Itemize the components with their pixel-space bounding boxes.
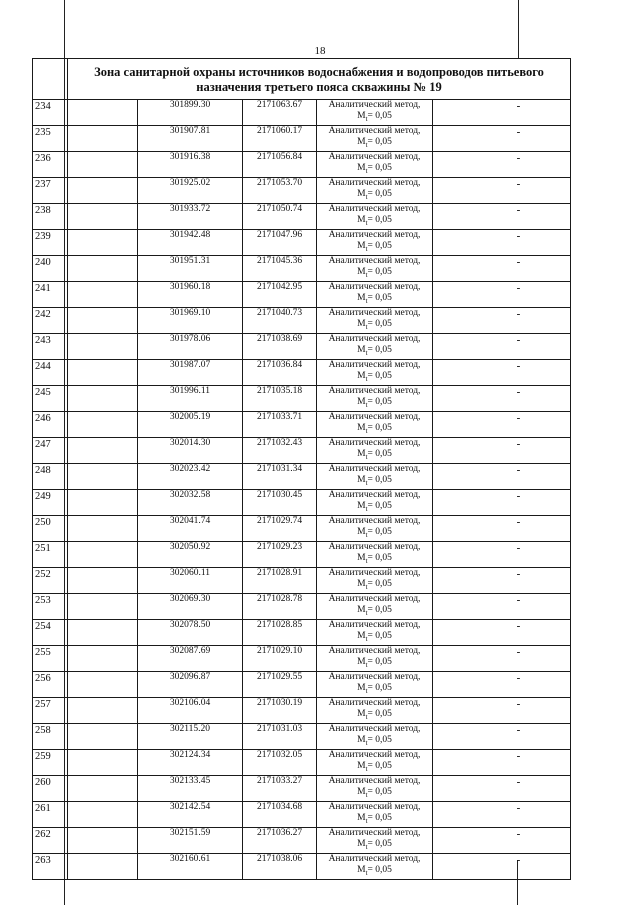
method-name: Аналитический метод, xyxy=(328,724,421,734)
method-cell xyxy=(317,334,433,360)
method-accuracy: $M_t= 0,05$ xyxy=(357,604,392,617)
method-accuracy: $M_t= 0,05$ xyxy=(357,682,392,695)
table-row-244 xyxy=(33,360,571,386)
table-title-line-2: назначения третьего пояса скважины № 19 xyxy=(196,80,442,94)
method-cell xyxy=(317,568,433,594)
method-cell xyxy=(317,698,433,724)
error-cell: - xyxy=(433,750,571,776)
method-name: Аналитический метод, xyxy=(328,360,421,370)
table-row-242 xyxy=(33,308,571,334)
empty-cell xyxy=(68,386,138,412)
method-cell xyxy=(317,594,433,620)
method-name: Аналитический метод, xyxy=(328,620,421,630)
table-header-row xyxy=(33,59,571,100)
error-cell: - xyxy=(433,438,571,464)
point-number-cell: 240 xyxy=(33,256,68,282)
method-accuracy: $M_t= 0,05$ xyxy=(357,188,392,201)
table-row-253 xyxy=(33,594,571,620)
method-name: Аналитический метод, xyxy=(328,490,421,500)
point-number-cell: 246 xyxy=(33,412,68,438)
error-cell: - xyxy=(433,360,571,386)
point-number-cell: 237 xyxy=(33,178,68,204)
x-coordinate-cell: 302124.34 xyxy=(138,750,243,776)
y-coordinate-cell: 2171032.05 xyxy=(243,750,317,776)
x-coordinate-cell: 302151.59 xyxy=(138,828,243,854)
method-accuracy: $M_t= 0,05$ xyxy=(357,786,392,799)
table-title xyxy=(68,59,571,100)
empty-cell xyxy=(68,568,138,594)
x-coordinate-cell: 302115.20 xyxy=(138,724,243,750)
error-cell: - xyxy=(433,334,571,360)
x-coordinate-cell: 302032.58 xyxy=(138,490,243,516)
y-coordinate-cell: 2171036.84 xyxy=(243,360,317,386)
method-name: Аналитический метод, xyxy=(328,386,421,396)
method-cell xyxy=(317,360,433,386)
error-cell: - xyxy=(433,126,571,152)
method-cell xyxy=(317,828,433,854)
table-row-251 xyxy=(33,542,571,568)
table-row-237 xyxy=(33,178,571,204)
empty-cell xyxy=(68,412,138,438)
method-accuracy: $M_t= 0,05$ xyxy=(357,812,392,825)
empty-cell xyxy=(68,854,138,880)
method-cell xyxy=(317,230,433,256)
method-cell xyxy=(317,802,433,828)
point-number-cell: 251 xyxy=(33,542,68,568)
y-coordinate-cell: 2171029.55 xyxy=(243,672,317,698)
method-cell xyxy=(317,854,433,880)
x-coordinate-cell: 302087.69 xyxy=(138,646,243,672)
empty-cell xyxy=(68,698,138,724)
point-number-cell: 257 xyxy=(33,698,68,724)
point-number-cell: 250 xyxy=(33,516,68,542)
table-row-241 xyxy=(33,282,571,308)
x-coordinate-cell: 302005.19 xyxy=(138,412,243,438)
method-accuracy: $M_t= 0,05$ xyxy=(357,162,392,175)
y-coordinate-cell: 2171038.06 xyxy=(243,854,317,880)
table-row-256 xyxy=(33,672,571,698)
error-cell: - xyxy=(433,672,571,698)
empty-cell xyxy=(68,516,138,542)
method-accuracy: $M_t= 0,05$ xyxy=(357,396,392,409)
error-cell: - xyxy=(433,386,571,412)
table-row-248 xyxy=(33,464,571,490)
x-coordinate-cell: 301951.31 xyxy=(138,256,243,282)
method-accuracy: $M_t= 0,05$ xyxy=(357,864,392,877)
empty-cell xyxy=(68,308,138,334)
method-name: Аналитический метод, xyxy=(328,646,421,656)
method-name: Аналитический метод, xyxy=(328,412,421,422)
x-coordinate-cell: 302106.04 xyxy=(138,698,243,724)
error-cell: - xyxy=(433,776,571,802)
point-number-cell: 242 xyxy=(33,308,68,334)
method-name: Аналитический метод, xyxy=(328,256,421,266)
y-coordinate-cell: 2171050.74 xyxy=(243,204,317,230)
method-accuracy: $M_t= 0,05$ xyxy=(357,526,392,539)
y-coordinate-cell: 2171060.17 xyxy=(243,126,317,152)
method-cell xyxy=(317,126,433,152)
method-name: Аналитический метод, xyxy=(328,464,421,474)
method-name: Аналитический метод, xyxy=(328,854,421,864)
method-accuracy: $M_t= 0,05$ xyxy=(357,292,392,305)
method-cell xyxy=(317,386,433,412)
method-cell xyxy=(317,542,433,568)
empty-cell xyxy=(68,672,138,698)
y-coordinate-cell: 2171031.34 xyxy=(243,464,317,490)
method-accuracy: $M_t= 0,05$ xyxy=(357,318,392,331)
point-number-cell: 255 xyxy=(33,646,68,672)
y-coordinate-cell: 2171036.27 xyxy=(243,828,317,854)
x-coordinate-cell: 301907.81 xyxy=(138,126,243,152)
y-coordinate-cell: 2171042.95 xyxy=(243,282,317,308)
point-number-cell: 245 xyxy=(33,386,68,412)
empty-cell xyxy=(68,204,138,230)
error-cell: - xyxy=(433,178,571,204)
error-cell: - xyxy=(433,646,571,672)
method-accuracy: $M_t= 0,05$ xyxy=(357,552,392,565)
y-coordinate-cell: 2171029.23 xyxy=(243,542,317,568)
point-number-cell: 256 xyxy=(33,672,68,698)
method-name: Аналитический метод, xyxy=(328,438,421,448)
point-number-cell: 244 xyxy=(33,360,68,386)
empty-cell xyxy=(68,256,138,282)
method-accuracy: $M_t= 0,05$ xyxy=(357,136,392,149)
point-number-cell: 261 xyxy=(33,802,68,828)
method-cell xyxy=(317,750,433,776)
point-number-cell: 260 xyxy=(33,776,68,802)
method-cell xyxy=(317,282,433,308)
error-cell: - xyxy=(433,620,571,646)
x-coordinate-cell: 301916.38 xyxy=(138,152,243,178)
method-name: Аналитический метод, xyxy=(328,126,421,136)
error-cell: - xyxy=(433,698,571,724)
x-coordinate-cell: 301978.06 xyxy=(138,334,243,360)
method-accuracy: $M_t= 0,05$ xyxy=(357,734,392,747)
error-cell: - xyxy=(433,802,571,828)
page-number: 18 xyxy=(314,45,326,57)
method-name: Аналитический метод, xyxy=(328,334,421,344)
empty-cell xyxy=(68,724,138,750)
x-coordinate-cell: 301960.18 xyxy=(138,282,243,308)
table-row-236 xyxy=(33,152,571,178)
empty-cell xyxy=(68,620,138,646)
x-coordinate-cell: 301996.11 xyxy=(138,386,243,412)
empty-cell xyxy=(68,126,138,152)
point-number-cell: 254 xyxy=(33,620,68,646)
table-row-255 xyxy=(33,646,571,672)
table-row-252 xyxy=(33,568,571,594)
method-cell xyxy=(317,646,433,672)
table-row-246 xyxy=(33,412,571,438)
point-number-cell: 253 xyxy=(33,594,68,620)
empty-cell xyxy=(68,282,138,308)
method-cell xyxy=(317,620,433,646)
error-cell: - xyxy=(433,542,571,568)
table-row-245 xyxy=(33,386,571,412)
x-coordinate-cell: 302060.11 xyxy=(138,568,243,594)
error-cell: - xyxy=(433,204,571,230)
method-cell xyxy=(317,464,433,490)
error-cell: - xyxy=(433,828,571,854)
y-coordinate-cell: 2171040.73 xyxy=(243,308,317,334)
method-name: Аналитический метод, xyxy=(328,802,421,812)
point-number-cell: 258 xyxy=(33,724,68,750)
y-coordinate-cell: 2171030.45 xyxy=(243,490,317,516)
method-cell xyxy=(317,256,433,282)
point-number-cell: 248 xyxy=(33,464,68,490)
method-name: Аналитический метод, xyxy=(328,750,421,760)
method-accuracy: $M_t= 0,05$ xyxy=(357,708,392,721)
empty-cell xyxy=(68,152,138,178)
error-cell: - xyxy=(433,100,571,126)
x-coordinate-cell: 302142.54 xyxy=(138,802,243,828)
x-coordinate-cell: 302096.87 xyxy=(138,672,243,698)
method-cell xyxy=(317,490,433,516)
point-number-cell: 249 xyxy=(33,490,68,516)
method-cell xyxy=(317,178,433,204)
method-accuracy: $M_t= 0,05$ xyxy=(357,110,392,123)
method-accuracy: $M_t= 0,05$ xyxy=(357,838,392,851)
method-cell xyxy=(317,516,433,542)
table-row-240 xyxy=(33,256,571,282)
y-coordinate-cell: 2171038.69 xyxy=(243,334,317,360)
table-row-243 xyxy=(33,334,571,360)
coordinates-table xyxy=(32,58,571,880)
method-cell xyxy=(317,308,433,334)
empty-cell xyxy=(68,776,138,802)
empty-cell xyxy=(68,334,138,360)
method-name: Аналитический метод, xyxy=(328,152,421,162)
point-number-cell: 236 xyxy=(33,152,68,178)
x-coordinate-cell: 301925.02 xyxy=(138,178,243,204)
empty-cell xyxy=(68,646,138,672)
empty-cell xyxy=(68,542,138,568)
method-name: Аналитический метод, xyxy=(328,776,421,786)
x-coordinate-cell: 302023.42 xyxy=(138,464,243,490)
method-cell xyxy=(317,438,433,464)
x-coordinate-cell: 301969.10 xyxy=(138,308,243,334)
empty-cell xyxy=(68,750,138,776)
error-cell: - xyxy=(433,490,571,516)
method-accuracy: $M_t= 0,05$ xyxy=(357,500,392,513)
method-accuracy: $M_t= 0,05$ xyxy=(357,266,392,279)
method-cell xyxy=(317,412,433,438)
empty-cell xyxy=(68,464,138,490)
header-spacer-cell xyxy=(33,59,68,100)
table-row-234 xyxy=(33,100,571,126)
empty-cell xyxy=(68,828,138,854)
method-name: Аналитический метод, xyxy=(328,672,421,682)
error-cell: - xyxy=(433,256,571,282)
y-coordinate-cell: 2171053.70 xyxy=(243,178,317,204)
method-accuracy: $M_t= 0,05$ xyxy=(357,240,392,253)
method-accuracy: $M_t= 0,05$ xyxy=(357,760,392,773)
table-row-235 xyxy=(33,126,571,152)
method-cell xyxy=(317,724,433,750)
y-coordinate-cell: 2171063.67 xyxy=(243,100,317,126)
table-row-257 xyxy=(33,698,571,724)
error-cell: - xyxy=(433,230,571,256)
method-name: Аналитический метод, xyxy=(328,230,421,240)
y-coordinate-cell: 2171028.85 xyxy=(243,620,317,646)
error-cell: - xyxy=(433,152,571,178)
table-row-250 xyxy=(33,516,571,542)
empty-cell xyxy=(68,178,138,204)
y-coordinate-cell: 2171028.78 xyxy=(243,594,317,620)
x-coordinate-cell: 302069.30 xyxy=(138,594,243,620)
method-name: Аналитический метод, xyxy=(328,308,421,318)
x-coordinate-cell: 301987.07 xyxy=(138,360,243,386)
y-coordinate-cell: 2171034.68 xyxy=(243,802,317,828)
y-coordinate-cell: 2171035.18 xyxy=(243,386,317,412)
method-accuracy: $M_t= 0,05$ xyxy=(357,370,392,383)
y-coordinate-cell: 2171029.10 xyxy=(243,646,317,672)
point-number-cell: 235 xyxy=(33,126,68,152)
error-cell: - xyxy=(433,412,571,438)
method-name: Аналитический метод, xyxy=(328,698,421,708)
point-number-cell: 263 xyxy=(33,854,68,880)
empty-cell xyxy=(68,230,138,256)
y-coordinate-cell: 2171028.91 xyxy=(243,568,317,594)
error-cell: - xyxy=(433,568,571,594)
error-cell: - xyxy=(433,594,571,620)
x-coordinate-cell: 302160.61 xyxy=(138,854,243,880)
error-cell: - xyxy=(433,724,571,750)
method-cell xyxy=(317,776,433,802)
method-name: Аналитический метод, xyxy=(328,204,421,214)
x-coordinate-cell: 301899.30 xyxy=(138,100,243,126)
y-coordinate-cell: 2171056.84 xyxy=(243,152,317,178)
table-row-247 xyxy=(33,438,571,464)
method-name: Аналитический метод, xyxy=(328,542,421,552)
x-coordinate-cell: 302014.30 xyxy=(138,438,243,464)
y-coordinate-cell: 2171033.27 xyxy=(243,776,317,802)
x-coordinate-cell: 301933.72 xyxy=(138,204,243,230)
x-coordinate-cell: 302133.45 xyxy=(138,776,243,802)
method-accuracy: $M_t= 0,05$ xyxy=(357,474,392,487)
error-cell: - xyxy=(433,516,571,542)
error-cell: - xyxy=(433,282,571,308)
point-number-cell: 247 xyxy=(33,438,68,464)
method-name: Аналитический метод, xyxy=(328,516,421,526)
x-coordinate-cell: 302041.74 xyxy=(138,516,243,542)
method-name: Аналитический метод, xyxy=(328,828,421,838)
point-number-cell: 238 xyxy=(33,204,68,230)
method-cell xyxy=(317,100,433,126)
method-accuracy: $M_t= 0,05$ xyxy=(357,422,392,435)
method-cell xyxy=(317,152,433,178)
table-row-254 xyxy=(33,620,571,646)
method-name: Аналитический метод, xyxy=(328,178,421,188)
empty-cell xyxy=(68,594,138,620)
empty-cell xyxy=(68,490,138,516)
table-row-249 xyxy=(33,490,571,516)
method-name: Аналитический метод, xyxy=(328,282,421,292)
method-name: Аналитический метод, xyxy=(328,594,421,604)
method-accuracy: $M_t= 0,05$ xyxy=(357,630,392,643)
table-row-260 xyxy=(33,776,571,802)
point-number-cell: 243 xyxy=(33,334,68,360)
y-coordinate-cell: 2171031.03 xyxy=(243,724,317,750)
point-number-cell: 241 xyxy=(33,282,68,308)
point-number-cell: 259 xyxy=(33,750,68,776)
empty-cell xyxy=(68,802,138,828)
empty-cell xyxy=(68,100,138,126)
table-row-238 xyxy=(33,204,571,230)
method-accuracy: $M_t= 0,05$ xyxy=(357,214,392,227)
point-number-cell: 234 xyxy=(33,100,68,126)
y-coordinate-cell: 2171047.96 xyxy=(243,230,317,256)
table-row-261 xyxy=(33,802,571,828)
table-row-239 xyxy=(33,230,571,256)
method-cell xyxy=(317,204,433,230)
table-title-line-1: Зона санитарной охраны источников водоснабжения и водопроводов питьевого xyxy=(94,65,544,79)
point-number-cell: 239 xyxy=(33,230,68,256)
point-number-cell: 252 xyxy=(33,568,68,594)
empty-cell xyxy=(68,360,138,386)
empty-cell xyxy=(68,438,138,464)
error-cell: - xyxy=(433,854,571,880)
table-row-259 xyxy=(33,750,571,776)
x-coordinate-cell: 302078.50 xyxy=(138,620,243,646)
x-coordinate-cell: 302050.92 xyxy=(138,542,243,568)
method-accuracy: $M_t= 0,05$ xyxy=(357,656,392,669)
error-cell: - xyxy=(433,464,571,490)
y-coordinate-cell: 2171029.74 xyxy=(243,516,317,542)
table-row-263 xyxy=(33,854,571,880)
y-coordinate-cell: 2171032.43 xyxy=(243,438,317,464)
method-accuracy: $M_t= 0,05$ xyxy=(357,448,392,461)
method-cell xyxy=(317,672,433,698)
table-row-262 xyxy=(33,828,571,854)
table-row-258 xyxy=(33,724,571,750)
y-coordinate-cell: 2171033.71 xyxy=(243,412,317,438)
method-name: Аналитический метод, xyxy=(328,100,421,110)
method-accuracy: $M_t= 0,05$ xyxy=(357,578,392,591)
method-name: Аналитический метод, xyxy=(328,568,421,578)
y-coordinate-cell: 2171045.36 xyxy=(243,256,317,282)
x-coordinate-cell: 301942.48 xyxy=(138,230,243,256)
y-coordinate-cell: 2171030.19 xyxy=(243,698,317,724)
point-number-cell: 262 xyxy=(33,828,68,854)
error-cell: - xyxy=(433,308,571,334)
method-accuracy: $M_t= 0,05$ xyxy=(357,344,392,357)
